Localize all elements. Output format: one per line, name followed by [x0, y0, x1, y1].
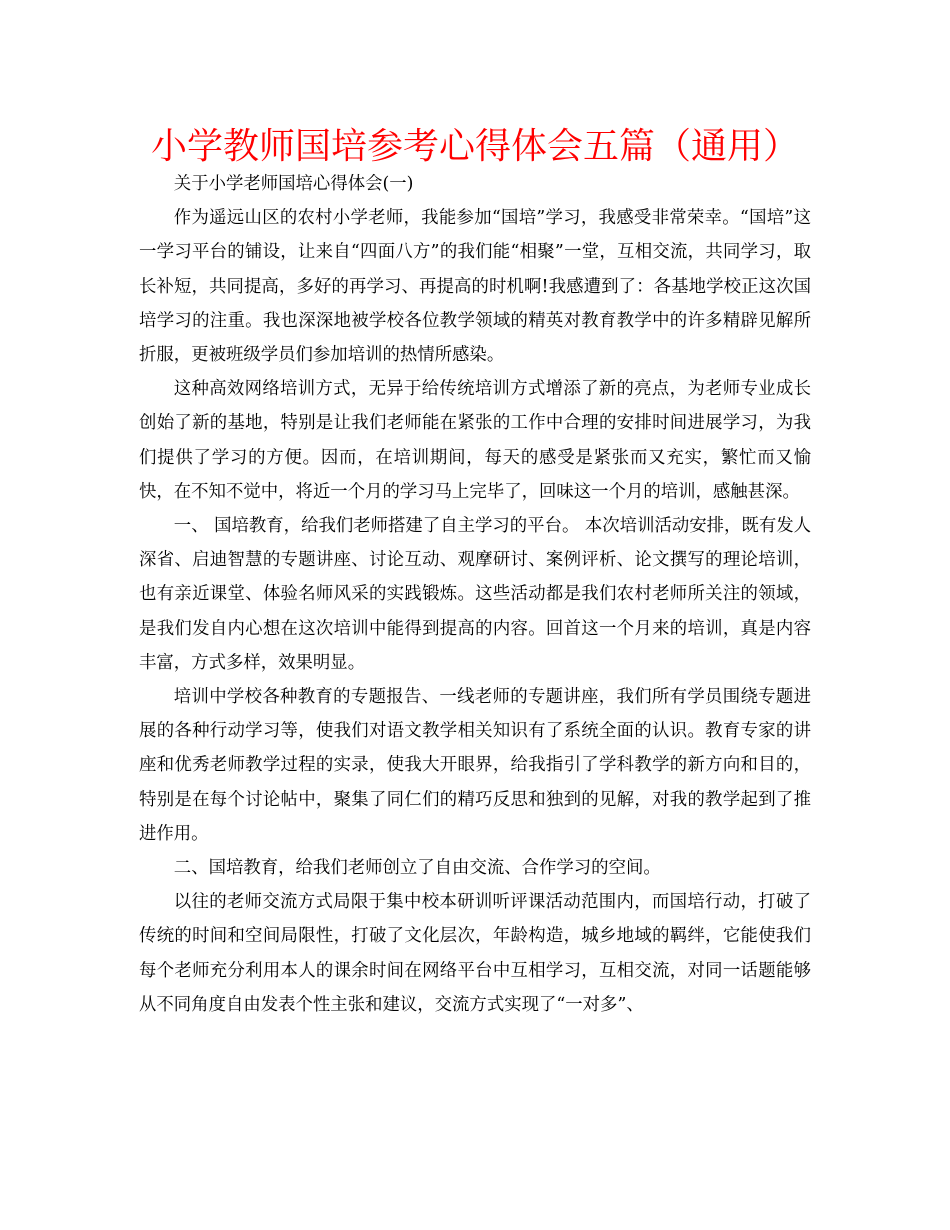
section-heading: 关于小学老师国培心得体会(一) — [173, 174, 414, 194]
paragraph: 以往的老师交流方式局限于集中校本研训听评课活动范围内，而国培行动，打破了传统的时间和空间局限性，打破了文化层次，年龄构造，城乡地域的羁绊，它能使我们每个老师充分利用本人的课余时间在网络平台中互相学习，互相交流，对同一话题能够从不同角度自由发表个性主张和建议，交流方式实现了“一对多”、 — [139, 892, 811, 1015]
paragraph: 一、 国培教育，给我们老师搭建了自主学习的平台。 本次培训活动安排，既有发人深省、启迪智慧的专题讲座、讨论互动、观摩研讨、案例评析、论文撰写的理论培训，也有亲近课堂、体验名师风采的实践锻炼。这些活动都是我们农村老师所关注的领域，是我们发自内心想在这次培训中能得到提高的内容。回首这一个月来的培训，真是内容丰富，方式多样，效果明显。 — [139, 516, 811, 673]
paragraph: 作为遥远山区的农村小学老师，我能参加“国培”学习，我感受非常荣幸。“国培”这一学习平台的铺设，让来自“四面八方”的我们能“相聚”一堂，互相交流，共同学习，取长补短，共同提高，多好的再学习、再提高的时机啊!我感遭到了：各基地学校正这次国培学习的注重。我也深深地被学校各位教学领域的精英对教育教学中的许多精辟见解所折服，更被班级学员们参加培训的热情所感染。 — [139, 208, 811, 366]
paragraph: 二、国培教育，给我们老师创立了自由交流、合作学习的空间。 — [173, 858, 661, 879]
paragraph: 培训中学校各种教育的专题报告、一线老师的专题讲座，我们所有学员围绕专题进展的各种行动学习等，使我们对语文教学相关知识有了系统全面的认识。教育专家的讲座和优秀老师教学过程的实录，使我大开眼界，给我指引了学科教学的新方向和目的，特别是在每个讨论帖中，聚集了同仁们的精巧反思和独到的见解，对我的教学起到了推进作用。 — [139, 687, 811, 844]
paragraph: 这种高效网络培训方式，无异于给传统培训方式增添了新的亮点，为老师专业成长创始了新的基地，特别是让我们老师能在紧张的工作中合理的安排时间进展学习，为我们提供了学习的方便。因而，在培训期间，每天的感受是紧张而又充实，繁忙而又愉快，在不知不觉中，将近一个月的学习马上完毕了，回味这一个月的培训，感触甚深。 — [139, 379, 811, 502]
document-title: 小学教师国培参考心得体会五篇（通用） — [150, 126, 799, 167]
document-body — [139, 167, 811, 1022]
